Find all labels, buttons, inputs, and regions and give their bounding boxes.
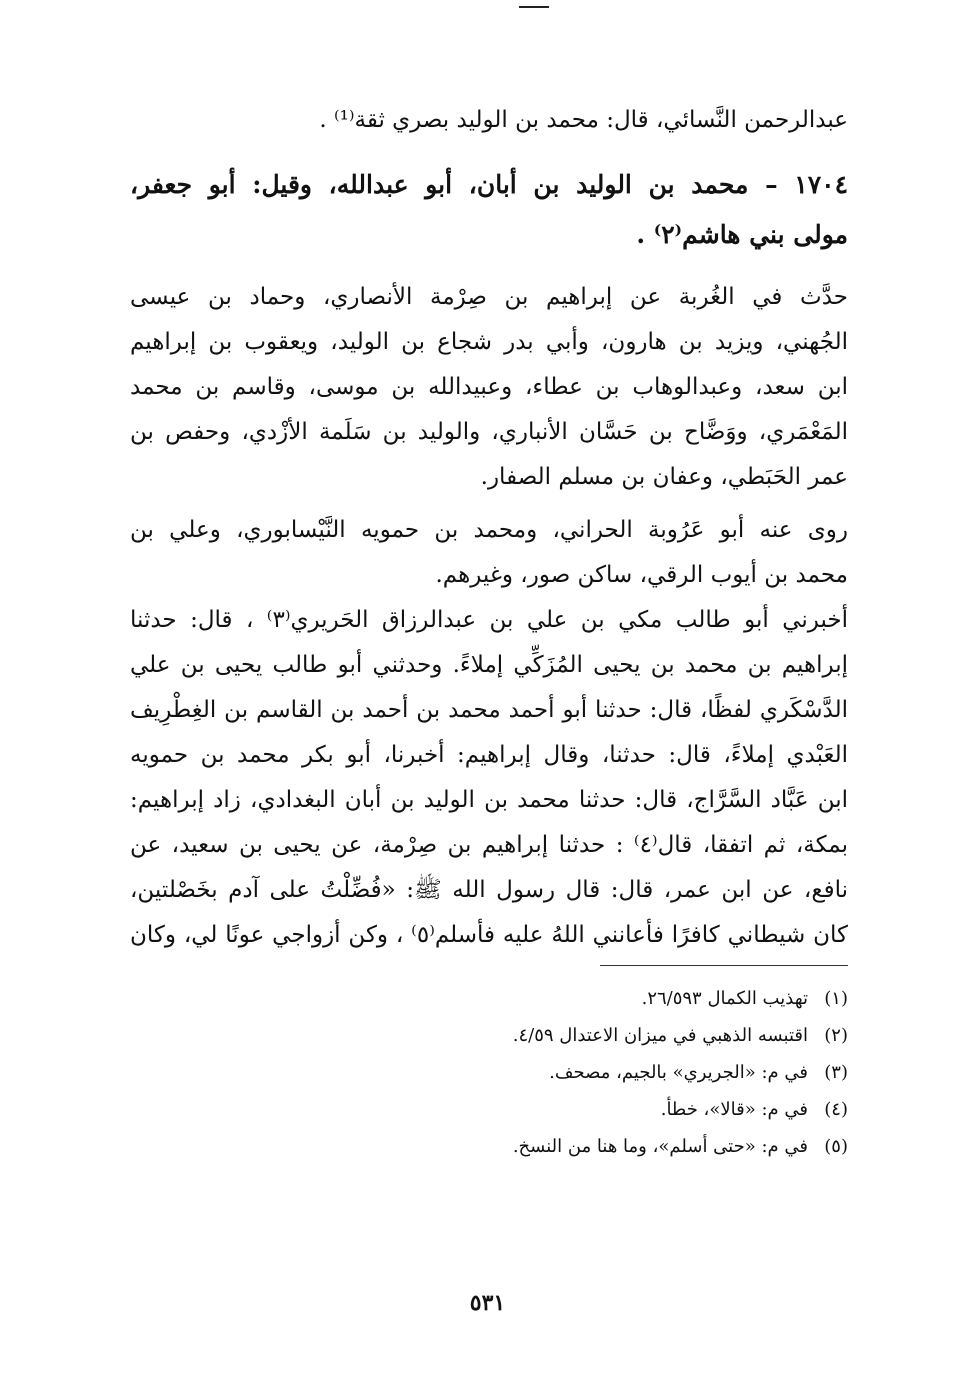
entry-heading: [130, 160, 848, 260]
entry-heading-line-2: مولى بني هاشم⁽٢⁾ .: [636, 220, 848, 249]
paragraph-line: الجُهني، ويزيد بن هارون، وأبي بدر شجاع بن الوليد، ويعقوب بن إبراهيم: [130, 329, 848, 355]
footnote-4: [300, 1091, 848, 1128]
paragraph-narrators: [130, 275, 848, 500]
paragraph-line: نافع، عن ابن عمر، قال: قال رسول الله ﷺ: «فُضِّلْتُ على آدم بخَصْلتين،: [130, 877, 848, 903]
paragraph-line: الدَّسْكَري لفظًا، قال: حدثنا أبو أحمد محمد بن أحمد بن القاسم بن الغِطْرِيف: [130, 697, 848, 723]
footnote-number: (٤): [824, 1099, 848, 1120]
footnote-number: (٣): [824, 1062, 848, 1083]
footnote-text: في م: «حتى أسلم»، وما هنا من النسخ.: [512, 1136, 808, 1157]
top-rule: [519, 6, 549, 8]
footnote-2: [300, 1017, 848, 1054]
paragraph-line: حدَّث في الغُربة عن إبراهيم بن صِرْمة الأنصاري، وحماد بن عيسى: [130, 284, 848, 310]
paragraph-line: أخبرني أبو طالب مكي بن علي بن عبدالرزاق الحَريري⁽٣⁾ ، قال: حدثنا: [130, 607, 848, 633]
paragraph-line: روى عنه أبو عَرُوبة الحراني، ومحمد بن حمويه النَّيْسابوري، وعلي بن: [130, 517, 848, 543]
paragraph-line: ابن عَبَّاد السَّرَّاج، قال: حدثنا محمد بن الوليد بن أبان البغدادي، زاد إبراهيم:: [130, 787, 848, 813]
paragraph-line: المَعْمَري، ووَضَّاح بن حَسَّان الأنباري، والوليد بن سَلَمة الأزْدي، وحفص بن: [130, 419, 848, 445]
paragraph-line: عمر الحَبَطي، وعفان بن مسلم الصفار.: [480, 464, 848, 490]
paragraph-line: بمكة، ثم اتفقا، قال⁽٤⁾ : حدثنا إبراهيم بن صِرْمة، عن يحيى بن سعيد، عن: [130, 832, 848, 858]
footnote-5: [300, 1128, 848, 1165]
paragraph-line: كان شيطاني كافرًا فأعانني اللهُ عليه فأسلم⁽٥⁾ ، وكن أزواجي عونًا لي، وكان: [130, 922, 848, 948]
paragraph-line: العَبْدي إملاءً، قال: حدثنا، وقال إبراهيم: أخبرنا، أبو بكر محمد بن حمويه: [130, 742, 848, 768]
paragraph-line: إبراهيم بن محمد بن يحيى المُزَكِّي إملاءً. وحدثني أبو طالب يحيى بن علي: [130, 652, 848, 678]
page-number: ٥٣١: [469, 1290, 506, 1316]
entry-heading-line-1: ١٧٠٤ – محمد بن الوليد بن أبان، أبو عبدالله، وقيل: أبو جعفر،: [130, 170, 848, 199]
footnote-text: في م: «الجريري» بالجيم، مصحف.: [549, 1062, 808, 1083]
paragraph-line: ابن سعد، وعبدالوهاب بن عطاء، وعبيدالله بن موسى، وقاسم بن محمد: [130, 374, 848, 400]
footnote-3: [300, 1054, 848, 1091]
paragraph-transmitters: [130, 508, 848, 598]
paragraph-line: محمد بن أيوب الرقي، ساكن صور، وغيرهم.: [435, 562, 848, 588]
intro-line: عبدالرحمن النَّسائي، قال: محمد بن الوليد بصري ثقة⁽¹⁾ .: [319, 107, 848, 133]
footnote-number: (١): [824, 988, 848, 1009]
footnote-1: [300, 980, 848, 1017]
paragraph-hadith: [130, 598, 848, 958]
intro-text: [130, 98, 848, 143]
footnotes: [300, 980, 848, 1165]
footnote-text: في م: «قالا»، خطأ.: [660, 1099, 808, 1120]
footnote-separator: [600, 965, 848, 966]
footnote-number: (٥): [824, 1136, 848, 1157]
footnote-text: تهذيب الكمال ٢٦/٥٩٣.: [641, 988, 808, 1009]
footnote-text: اقتبسه الذهبي في ميزان الاعتدال ٤/٥٩.: [512, 1025, 808, 1046]
footnote-number: (٢): [824, 1025, 848, 1046]
